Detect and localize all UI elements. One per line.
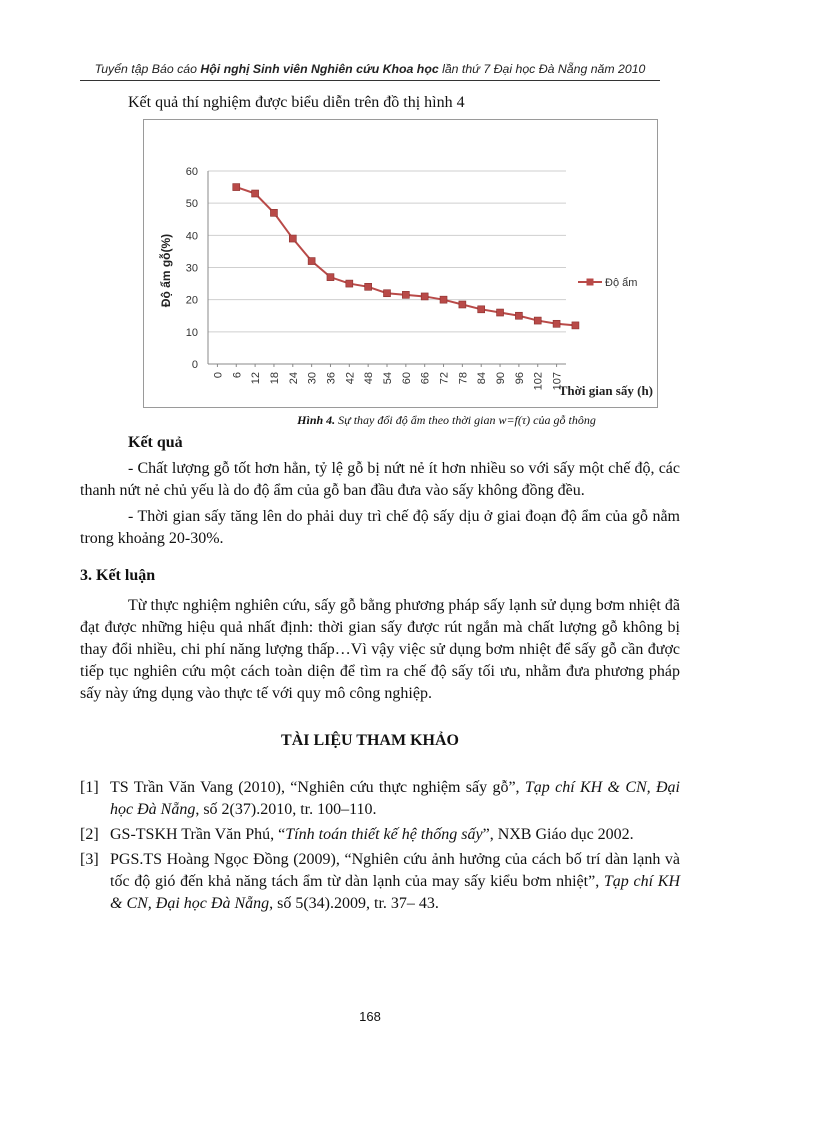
reference-number: [1] xyxy=(80,779,99,796)
caption-text: Sự thay đổi độ ẩm theo thời gian w=f(τ) của gỗ thông xyxy=(335,413,596,427)
y-axis-title: Độ ẩm gỗ(%) xyxy=(159,233,173,308)
conclusion-paragraph: Từ thực nghiệm nghiên cứu, sấy gỗ bằng phương pháp sấy lạnh sử dụng bơm nhiệt đã đạt được những hiệu quả nhất định: thời gian sấy được rút ngắn mà chất lượng gỗ không bị thay đổi nhiều, chi phí năng lượng thấp…Vì vậy việc sử dụng bơm nhiệt để sấy gỗ cần được tiếp tục nghiên cứu một cách toàn diện để tìm ra chế độ sấy tối ưu, nhằm đưa phương pháp sấy này ứng dụng vào thực tế với quy mô công nghiệp. xyxy=(80,597,680,702)
data-point xyxy=(308,258,315,265)
reference-text: PGS.TS Hoàng Ngọc Đồng (2009), “Nghiên cứu ảnh hưởng của cách bố trí dàn lạnh và tốc độ gió đến khả năng tách ẩm từ dàn lạnh của may sấy kiểu bơm nhiệt”, xyxy=(110,851,680,890)
conclusion-heading: 3. Kết luận xyxy=(80,567,156,584)
results-heading: Kết quả xyxy=(128,434,183,451)
x-tick-label: 6 xyxy=(231,372,244,379)
data-point xyxy=(384,290,391,297)
x-tick-label: 48 xyxy=(363,372,376,385)
results-paragraph-2: - Thời gian sấy tăng lên do phải duy trì chế độ sấy dịu ở giai đoạn độ ẩm của gỗ nằm trong khoảng 20-30%. xyxy=(80,508,680,547)
running-header xyxy=(80,62,660,76)
data-point xyxy=(459,301,466,308)
reference-1 xyxy=(80,777,680,821)
data-point xyxy=(478,306,485,313)
x-tick-label: 18 xyxy=(268,372,281,385)
figure-caption xyxy=(80,413,813,428)
x-tick-label: 107 xyxy=(551,372,564,391)
reference-3 xyxy=(80,849,680,915)
x-tick-label: 72 xyxy=(438,372,451,385)
legend-label: Độ ẩm xyxy=(605,277,638,289)
reference-title: Tính toán thiết kế hệ thống sấy xyxy=(285,826,483,843)
data-point xyxy=(497,309,504,316)
x-tick-label: 36 xyxy=(325,372,338,385)
legend-marker xyxy=(587,279,594,286)
data-point xyxy=(346,280,353,287)
data-point xyxy=(421,293,428,300)
header-pre: Tuyển tập Báo cáo xyxy=(94,62,201,76)
reference-number: [3] xyxy=(80,851,99,868)
x-tick-label: 102 xyxy=(532,372,545,391)
moisture-chart xyxy=(144,120,657,407)
y-tick-label: 0 xyxy=(191,359,198,371)
caption-label: Hình 4. xyxy=(297,413,336,427)
chart-frame xyxy=(143,119,658,408)
reference-2 xyxy=(80,824,680,846)
x-tick-label: 84 xyxy=(476,372,489,385)
data-point xyxy=(572,322,579,329)
header-rule xyxy=(80,80,660,81)
header-post: lần thứ 7 Đại học Đà Nẵng năm 2010 xyxy=(438,62,646,76)
reference-number: [2] xyxy=(80,826,99,843)
y-tick-label: 50 xyxy=(185,198,198,211)
reference-details: , số 5(34).2009, tr. 37– 43. xyxy=(269,895,439,912)
page-number: 168 xyxy=(359,1009,381,1024)
reference-details: , số 2(37).2010, tr. 100–110. xyxy=(195,801,377,818)
data-point xyxy=(289,235,296,242)
reference-text: TS Trần Văn Vang (2010), “Nghiên cứu thực nghiệm sấy gỗ”, xyxy=(110,779,525,796)
data-point xyxy=(365,283,372,290)
x-tick-label: 60 xyxy=(400,372,413,385)
reference-journal: Tạp chí KH & CN, Đại học Đà Nẵng xyxy=(110,779,680,818)
references-title: TÀI LIỆU THAM KHẢO xyxy=(281,732,459,749)
x-tick-label: 66 xyxy=(419,372,432,385)
y-tick-label: 40 xyxy=(185,230,198,243)
data-point xyxy=(440,296,447,303)
reference-details: ”, NXB Giáo dục 2002. xyxy=(482,826,634,843)
data-point xyxy=(252,190,259,197)
x-tick-label: 30 xyxy=(306,372,319,385)
results-paragraph-1: - Chất lượng gỗ tốt hơn hẳn, tỷ lệ gỗ bị nứt nẻ ít hơn nhiều so với sấy một chế độ, các thanh nứt nẻ chủ yếu là do độ ẩm của gỗ ban đầu đưa vào sấy không đồng đều. xyxy=(80,460,680,499)
header-bold: Hội nghị Sinh viên Nghiên cứu Khoa học xyxy=(200,62,439,76)
series-line xyxy=(236,187,575,325)
reference-text: GS-TSKH Trần Văn Phú, “ xyxy=(110,826,286,843)
data-point xyxy=(327,274,334,281)
x-tick-label: 78 xyxy=(457,372,470,385)
x-tick-label: 54 xyxy=(382,372,394,385)
x-axis-title: Thời gian sấy (h) xyxy=(558,383,653,398)
x-tick-label: 0 xyxy=(212,372,225,379)
x-tick-label: 12 xyxy=(250,372,263,385)
x-tick-label: 90 xyxy=(495,372,508,385)
x-tick-label: 24 xyxy=(287,372,300,385)
y-tick-label: 30 xyxy=(185,262,198,275)
reference-journal: Tạp chí KH & CN, Đại học Đà Nẵng xyxy=(110,873,680,912)
x-tick-label: 42 xyxy=(344,372,357,385)
data-point xyxy=(515,312,522,319)
y-tick-label: 20 xyxy=(185,294,198,307)
data-point xyxy=(553,320,560,327)
y-tick-label: 60 xyxy=(185,166,198,178)
x-tick-label: 96 xyxy=(513,372,526,385)
data-point xyxy=(233,184,240,191)
intro-text: Kết quả thí nghiệm được biểu diễn trên đồ thị hình 4 xyxy=(128,94,465,111)
data-point xyxy=(270,209,277,216)
y-tick-label: 10 xyxy=(185,326,198,339)
data-point xyxy=(402,291,409,298)
data-point xyxy=(534,317,541,324)
